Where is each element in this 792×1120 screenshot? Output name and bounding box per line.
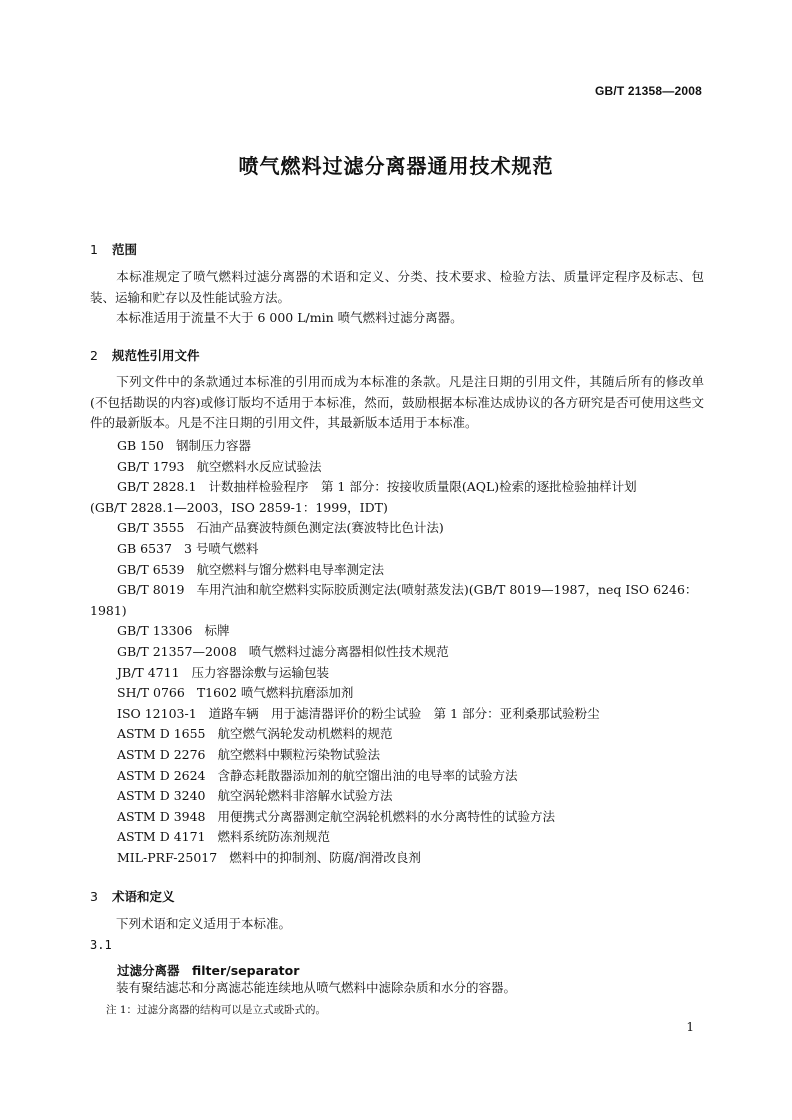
- reference-code: ASTM D 3948: [117, 808, 206, 824]
- term-note: 注 1：过滤分离器的结构可以是立式或卧式的。: [106, 1004, 327, 1016]
- section-3-heading: [90, 887, 175, 905]
- reference-code: ASTM D 4171: [117, 829, 206, 845]
- reference-title: 含静态耗散器添加剂的航空馏出油的电导率的试验方法: [217, 767, 518, 783]
- reference-code: MIL-PRF-25017: [117, 850, 218, 865]
- standard-number: GB/T 21358—2008: [594, 84, 702, 98]
- reference-title: 燃料中的抑制剂、防腐/润滑改良剂: [229, 850, 421, 865]
- reference-title: 钢制压力容器: [176, 438, 252, 453]
- reference-title: 航空涡轮燃料非溶解水试验方法: [217, 788, 393, 804]
- reference-title: (GB/T 2828.1—2003，ISO 2859-1：1999，IDT): [90, 499, 388, 515]
- section-title: 术语和定义: [112, 889, 175, 904]
- reference-item: [117, 477, 637, 498]
- reference-item: [117, 539, 258, 560]
- reference-code: GB 6537: [117, 541, 172, 556]
- section-title: 规范性引用文件: [112, 348, 200, 363]
- reference-code: GB/T 2828.1: [117, 479, 197, 495]
- reference-title: T1602 喷气燃料抗磨添加剂: [196, 685, 354, 701]
- reference-title: 计数抽样检验程序 第 1 部分：按接收质量限(AQL)检索的逐批检验抽样计划: [208, 479, 637, 495]
- section-title: 范围: [112, 242, 138, 257]
- reference-item: [117, 724, 393, 745]
- section-1-heading: [90, 240, 137, 258]
- reference-item: [117, 642, 449, 663]
- reference-code: ISO 12103-1: [117, 705, 197, 721]
- reference-item: [117, 766, 518, 787]
- reference-item: [117, 704, 600, 725]
- reference-item: [117, 848, 421, 869]
- reference-title: 航空燃气涡轮发动机燃料的规范: [217, 726, 393, 742]
- scope-paragraph-2: 本标准适用于流量不大于 6 000 L/min 喷气燃料过滤分离器。: [116, 310, 463, 325]
- reference-code: GB/T 1793: [117, 458, 185, 474]
- reference-title: 道路车辆 用于滤清器评价的粉尘试验 第 1 部分：亚利桑那试验粉尘: [208, 705, 600, 721]
- reference-title: 航空燃料水反应试验法: [196, 458, 322, 474]
- reference-code: GB/T 8019: [117, 582, 185, 598]
- reference-code: ASTM D 2276: [117, 747, 206, 762]
- reference-item: [117, 807, 555, 828]
- reference-title: 3 号喷气燃料: [183, 541, 259, 556]
- reference-title: 航空燃料与馏分燃料电导率测定法: [196, 561, 385, 577]
- reference-item: [90, 498, 388, 519]
- section-number: 3: [90, 889, 98, 904]
- clause-number: 3.1: [90, 938, 112, 952]
- page-number: 1: [686, 1020, 694, 1034]
- reference-title: 喷气燃料过滤分离器相似性技术规范: [248, 644, 449, 659]
- reference-item: [117, 436, 251, 457]
- reference-title: 标牌: [204, 623, 230, 639]
- reference-code: GB/T 3555: [117, 520, 185, 536]
- reference-code: GB 150: [117, 438, 165, 453]
- reference-code: GB/T 13306: [117, 623, 193, 639]
- terms-intro: 下列术语和定义适用于本标准。: [116, 916, 292, 931]
- term-definition: 装有聚结滤芯和分离滤芯能连续地从喷气燃料中滤除杂质和水分的容器。: [116, 980, 517, 995]
- reference-code: ASTM D 1655: [117, 726, 206, 742]
- section-2-heading: [90, 346, 200, 364]
- term-heading: 过滤分离器 filter/separator: [117, 963, 300, 978]
- section-number: 2: [90, 348, 98, 363]
- reference-code: ASTM D 3240: [117, 788, 206, 804]
- section-number: 1: [90, 242, 98, 257]
- reference-item: [117, 827, 330, 848]
- reference-code: GB/T 6539: [117, 561, 185, 577]
- reference-title: 1981): [90, 602, 127, 618]
- references-intro: 下列文件中的条款通过本标准的引用而成为本标准的条款。凡是注日期的引用文件，其随后所有的修改单(不包括勘误的内容)或修订版均不适用于本标准，然而，鼓励根据本标准达成协议的各方研究是否可使用这些文件的最新版本。凡是不注日期的引用文件，其最新版本适用于本标准。: [90, 374, 704, 430]
- reference-title: 车用汽油和航空燃料实际胶质测定法(喷射蒸发法)(GB/T 8019—1987，neq ISO 6246：: [196, 582, 698, 598]
- reference-item: [117, 518, 444, 539]
- reference-title: 燃料系统防冻剂规范: [217, 829, 331, 845]
- reference-title: 用便携式分离器测定航空涡轮机燃料的水分离特性的试验方法: [217, 808, 556, 824]
- reference-code: JB/T 4711: [117, 664, 180, 680]
- reference-title: 航空燃料中颗粒污染物试验法: [217, 747, 381, 762]
- reference-code: SH/T 0766: [117, 685, 185, 701]
- reference-title: 石油产品赛波特颜色测定法(赛波特比色计法): [196, 520, 444, 536]
- reference-item: [117, 745, 380, 766]
- reference-code: ASTM D 2624: [117, 767, 206, 783]
- reference-title: 压力容器涂敷与运输包装: [191, 664, 330, 680]
- reference-item: [117, 457, 322, 478]
- reference-code: GB/T 21357—2008: [117, 644, 237, 659]
- reference-item: [117, 560, 384, 581]
- scope-paragraph-1: 本标准规定了喷气燃料过滤分离器的术语和定义、分类、技术要求、检验方法、质量评定程序及标志、包装、运输和贮存以及性能试验方法。: [90, 269, 704, 305]
- reference-item: [90, 601, 127, 622]
- document-title: 喷气燃料过滤分离器通用技术规范: [238, 154, 554, 178]
- reference-item: [117, 663, 329, 684]
- reference-item: [117, 621, 229, 642]
- reference-item: [117, 580, 697, 601]
- reference-item: [117, 683, 353, 704]
- reference-item: [117, 786, 393, 807]
